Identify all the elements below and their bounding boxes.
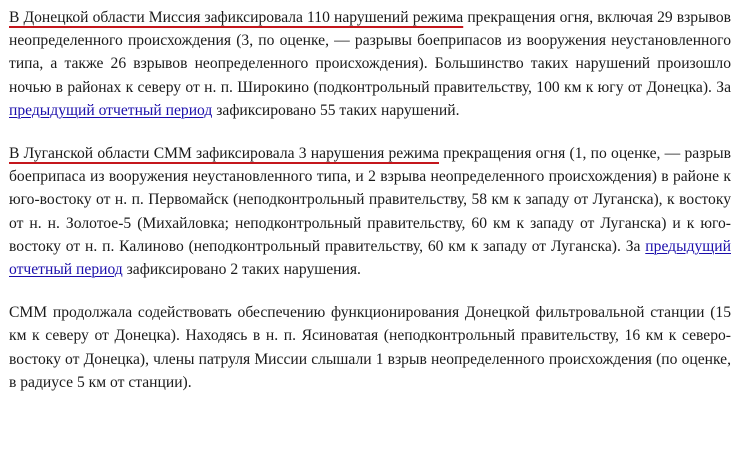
paragraph-luhansk — [9, 142, 731, 281]
paragraph-text: прекращения огня (1, по оценке, — разрыв боеприпаса из вооружения неустановленного типа, и 2 взрыва неопределенного происхождения) в районе к юго-востоку от н. п. Первомайск (неподконтрольный правительству, 58 км к западу от Луганска), к востоку от н. н. Золотое-5 (Михайловка; неподконтрольный правительству, 60 км к западу от Луганска) и к юго-востоку от н. п. Калиново (неподконтрольный правительству, 60 км к западу от Луганска). За — [9, 145, 731, 255]
highlighted-text-donetsk: В Донецкой области Миссия зафиксировала 110 нарушений режима — [9, 9, 464, 26]
highlighted-text-luhansk: В Луганской области СММ зафиксировала 3 нарушения режима — [9, 145, 439, 163]
paragraph-text: зафиксировано 2 таких нарушения. — [122, 261, 361, 279]
paragraph-text: зафиксировано 55 таких нарушений. — [212, 101, 460, 119]
paragraph-water-station — [9, 301, 731, 394]
paragraph-donetsk — [9, 6, 731, 122]
document-body — [9, 6, 731, 414]
paragraph-text: прекращения огня, включая 29 взрывов неопределенного происхождения (3, по оценке, — разрывы боеприпасов из вооружения неустановленного типа, а также 26 взрывов неопределенного происхождения). Большинство таких нарушений произошло ночью в районах к северу от н. п. Широкино (подконтрольный правительству, 100 км к югу от Донецка). За — [9, 9, 731, 96]
previous-period-link[interactable]: предыдущий отчетный период — [9, 101, 213, 119]
paragraph-text: СММ продолжала содействовать обеспечению функционирования Донецкой фильтровальной станции (15 км к северу от Донецка). Находясь в н. п. Ясиноватая (неподконтрольный правительству, 16 км к северо-востоку от Донецка), члены патруля Миссии слышали 1 взрыв неопределенного происхождения (по оценке, в радиусе 5 км от станции). — [9, 304, 731, 391]
previous-period-link[interactable]: предыдущий отчетный период — [9, 237, 731, 279]
